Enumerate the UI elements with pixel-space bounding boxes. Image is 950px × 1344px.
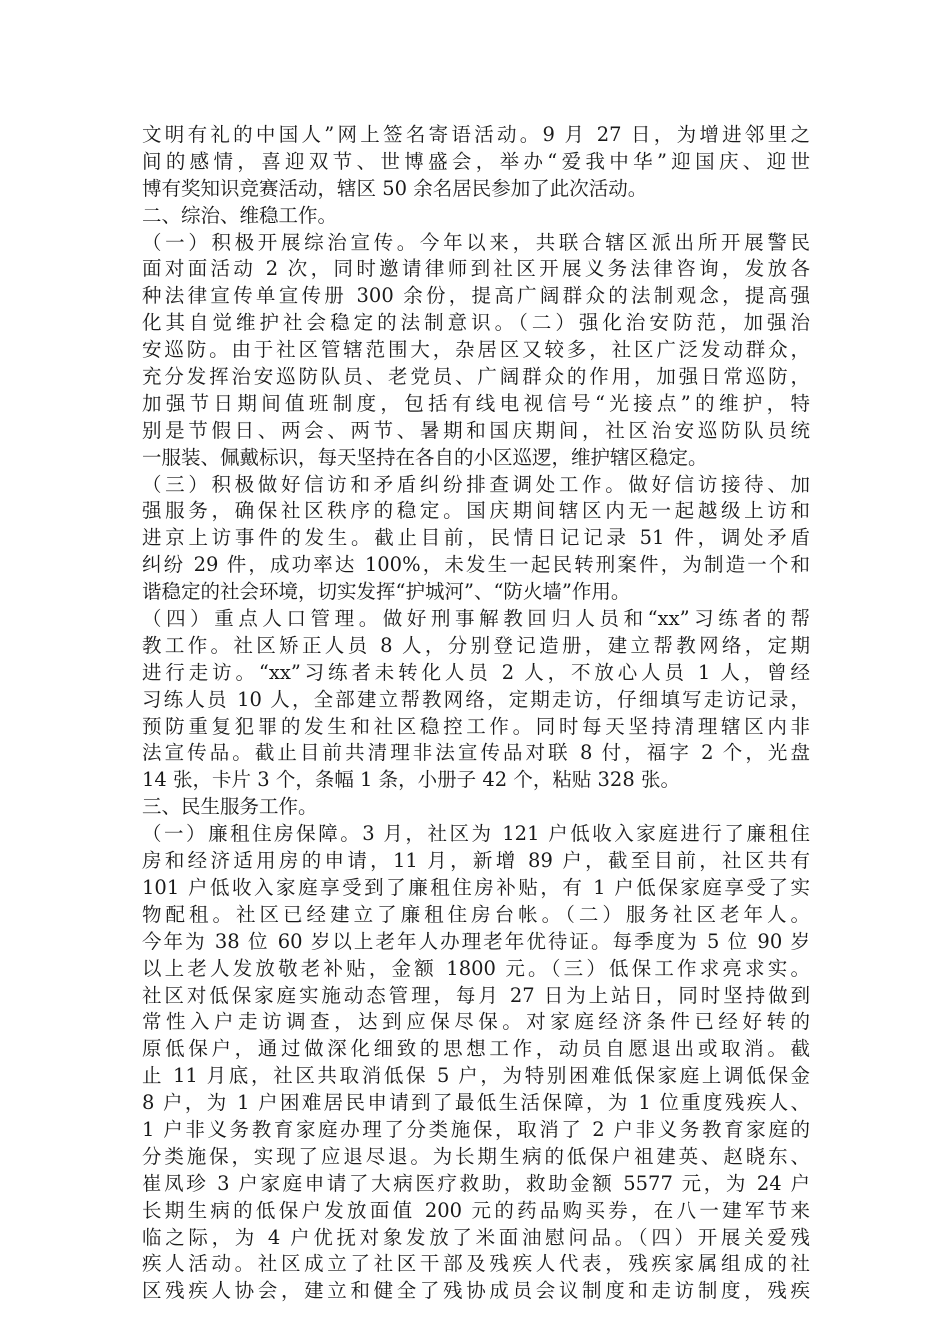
text-line: 8 户，为 1 户困难居民申请到了最低生活保障，为 1 位重度残疾人、: [142, 1091, 810, 1115]
text-line: 101 户低收入家庭享受到了廉租住房补贴，有 1 户低保家庭享受了实: [142, 875, 810, 899]
text-line: 1 户非义务教育家庭办理了分类施保，取消了 2 户非义务教育家庭的: [142, 1117, 810, 1141]
text-line: 间的感情，喜迎双节、世博盛会，举办“爱我中华”迎国庆、迎世: [142, 149, 810, 173]
text-line: 一服装、佩戴标识，每天坚持在各自的小区巡逻，维护辖区稳定。: [142, 445, 708, 469]
text-line: 充分发挥治安巡防队员、老党员、广阔群众的作用，加强日常巡防，: [142, 365, 810, 389]
text-line: 房和经济适用房的申请，11 月，新增 89 户，截至目前，社区共有: [142, 849, 810, 873]
text-line: 止 11 月底，社区共取消低保 5 户，为特别困难低保家庭上调低保金: [142, 1064, 810, 1088]
text-line: 进京上访事件的发生。截止目前，民情日记记录 51 件，调处矛盾: [142, 526, 810, 550]
document-body: [142, 122, 810, 1305]
text-line: 法宣传品。截止目前共清理非法宣传品对联 8 付，福字 2 个，光盘: [142, 741, 810, 765]
text-line: 以上老人发放敬老补贴，金额 1800 元。（三）低保工作求亮求实。: [142, 956, 810, 980]
text-line: 原低保户，通过做深化细致的思想工作，动员自愿退出或取消。截: [142, 1037, 810, 1061]
text-line: 习练人员 10 人，全部建立帮教网络，定期走访，仔细填写走访记录，: [142, 687, 810, 711]
text-line: 社区对低保家庭实施动态管理，每月 27 日为上站日，同时坚持做到: [142, 983, 810, 1007]
text-line: 疾人活动。社区成立了社区干部及残疾人代表，残疾家属组成的社: [142, 1252, 810, 1276]
text-line: 长期生病的低保户发放面值 200 元的药品购买券，在八一建军节来: [142, 1198, 810, 1222]
text-line: 分类施保，实现了应退尽退。为长期生病的低保户祖建英、赵晓东、: [142, 1144, 810, 1168]
text-line: 临之际，为 4 户优抚对象发放了米面油慰问品。（四）开展关爱残: [142, 1225, 810, 1249]
text-line: 教工作。社区矫正人员 8 人，分别登记造册，建立帮教网络，定期: [142, 633, 810, 657]
text-line: 常性入户走访调查，达到应保尽保。对家庭经济条件已经好转的: [142, 1010, 810, 1034]
text-line: 强服务，确保社区秩序的稳定。国庆期间辖区内无一起越级上访和: [142, 499, 810, 523]
text-line: 三、民生服务工作。: [142, 795, 318, 819]
text-line: 安巡防。由于社区管辖范围大，杂居区又较多，社区广泛发动群众，: [142, 338, 810, 362]
text-line: （四）重点人口管理。做好刑事解教回归人员和“xx”习练者的帮: [142, 607, 810, 631]
text-line: （一）廉租住房保障。3 月，社区为 121 户低收入家庭进行了廉租住: [142, 822, 810, 846]
text-line: 二、综治、维稳工作。: [142, 203, 338, 227]
text-line: 预防重复犯罪的发生和社区稳控工作。同时每天坚持清理辖区内非: [142, 714, 810, 738]
text-line: 崔凤珍 3 户家庭申请了大病医疗救助，救助金额 5577 元，为 24 户: [142, 1171, 810, 1195]
text-line: 今年为 38 位 60 岁以上老年人办理老年优待证。每季度为 5 位 90 岁: [142, 929, 810, 953]
text-line: 加强节日期间值班制度，包括有线电视信号“光接点”的维护，特: [142, 391, 810, 415]
text-line: 别是节假日、两会、两节、暑期和国庆期间，社区治安巡防队员统: [142, 418, 810, 442]
text-line: （三）积极做好信访和矛盾纠纷排查调处工作。做好信访接待、加: [142, 472, 810, 496]
text-line: 文明有礼的中国人”网上签名寄语活动。9 月 27 日，为增进邻里之: [142, 123, 810, 146]
text-line: 区残疾人协会，建立和健全了残协成员会议制度和走访制度，残疾: [142, 1279, 810, 1303]
text-line: 谐稳定的社会环境，切实发挥“护城河”、“防火墙”作用。: [142, 580, 631, 604]
text-line: 进行走访。“xx”习练者未转化人员 2 人，不放心人员 1 人，曾经: [142, 660, 810, 684]
text-line: 纠纷 29 件，成功率达 100%，未发生一起民转刑案件，为制造一个和: [142, 553, 810, 577]
text-line: 面对面活动 2 次，同时邀请律师到社区开展义务法律咨询，发放各: [142, 257, 810, 281]
text-line: 种法律宣传单宣传册 300 余份，提高广阔群众的法制观念，提高强: [142, 284, 810, 308]
text-line: 化其自觉维护社会稳定的法制意识。（二）强化治安防范，加强治: [142, 311, 810, 335]
text-line: 博有奖知识竞赛活动，辖区 50 余名居民参加了此次活动。: [142, 176, 648, 200]
text-line: 14 张，卡片 3 个，条幅 1 条，小册子 42 个，粘贴 328 张。: [142, 768, 680, 792]
text-line: 物配租。社区已经建立了廉租住房台帐。（二）服务社区老年人。: [142, 902, 810, 926]
text-line: （一）积极开展综治宣传。今年以来，共联合辖区派出所开展警民: [142, 230, 810, 254]
